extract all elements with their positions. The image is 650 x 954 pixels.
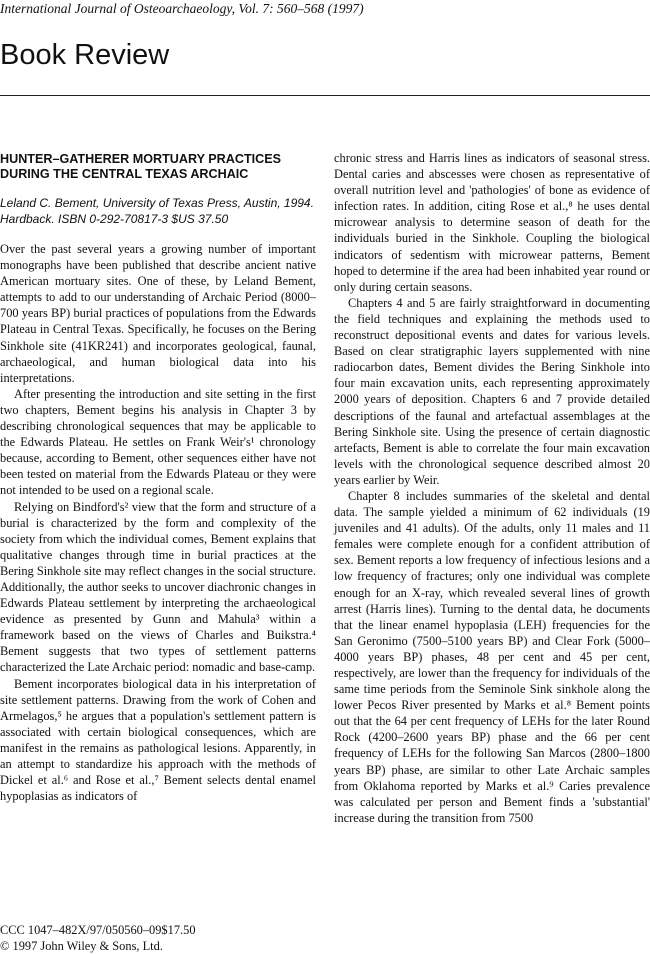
paragraph: Over the past several years a growing number of important monographs have been published that describe ancient native American mortuary sites. One of these, by Leland Bement, attempts to add to our understanding of Archaic Period (8000–700 years BP) burial practices of populations from the Edwards Plateau in Central Texas. Specifically, he focuses on the Bering Sinkhole site (41KR241) and incorporates geological, faunal, archaeological, and human biological data into his interpretations. (0, 242, 316, 385)
paragraph: Relying on Bindford's² view that the form and structure of a burial is characterized by the form and complexity of the society from which the individual comes, Bement explains that qualitative changes through time in burial practices at the Bering Sinkhole site may reflect changes in the social structure. Additionally, the author seeks to uncover diachronic changes in Edwards Plateau settlement by interpreting the archaeological evidence as presented by Gunn and Mahula³ within a framework based on the views of Charles and Buikstra.⁴ Bement suggests that two types of settlement patterns characterized the Late Archaic period: nomadic and base-camp. (0, 499, 316, 675)
paragraph: Chapter 8 includes summaries of the skeletal and dental data. The sample yielded a minimum of 62 individuals (19 juveniles and 41 adults). Of the adults, only 11 males and 11 females were complete enough for a confident attribution of sex. Bement reports a low frequency of infectious lesions and a low frequency of fractures; only one individual was complete enough for an X-ray, which revealed several lines of growth arrest (Harris lines). Turning to the dental data, he documents that the linear enamel hypoplasia (LEH) frequencies for the San Geronimo (7500–5100 years BP) and Clear Fork (5000–4000 years BP) phases, 48 per cent and 45 per cent, respectively, are lower than the frequency for individuals of the same time periods from the Seminole Sink sinkhole along the lower Pecos River presented by Marks et al.⁸ Bement points out that the 64 per cent frequency of LEHs for the later Round Rock (4200–2600 years BP) phase and the 66 per cent frequency of LEHs for the following San Marcos (2800–1800 years BP) phase, are similar to other Late Archaic samples from Oklahoma reported by Marks et al.⁹ Caries prevalence was calculated per person and Bement finds a 'substantial' increase during the transition from 7500 (334, 488, 650, 825)
review-title: HUNTER–GATHERER MORTUARY PRACTICES DURING THE CENTRAL TEXAS ARCHAIC (0, 152, 282, 181)
header-rule (0, 95, 650, 96)
paragraph: Chapters 4 and 5 are fairly straightforward in documenting the field techniques and explaining the methods used to reconstruct depositional events and dates for various levels. Based on clear stratigraphic layers supplemented with nine radiocarbon dates, Bement divides the Bering Sinkhole into four main excavation units, each representing approximately 2000 years of deposition. Chapters 6 and 7 provide detailed descriptions of the faunal and artefactual assemblages at the Bering Sinkhole site. Using the presence of certain diagnostic artefacts, Bement is able to correlate the four main excavation levels with the chronological sequence described almost 20 years earlier by Weir. (334, 295, 650, 487)
left-column (0, 150, 316, 804)
paragraph: Bement incorporates biological data in his interpretation of site settlement patterns. Drawing from the work of Cohen and Armelagos,⁵ he argues that a population's settlement pattern is associated with certain biological consequences, which are manifest in the remains as pathological lesions. Apparently, in an attempt to standardize his approach with the methods of Dickel et al.⁶ and Rose et al.,⁷ Bement selects dental enamel hypoplasias as indicators of (0, 676, 316, 804)
running-head: International Journal of Osteoarchaeology, Vol. 7: 560–568 (1997) (0, 1, 364, 16)
section-title: Book Review (0, 39, 170, 71)
copyright-line: © 1997 John Wiley & Sons, Ltd. (0, 939, 163, 953)
ccc-code: CCC 1047–482X/97/050560–09$17.50 (0, 923, 196, 937)
right-column (334, 150, 650, 826)
book-citation: Leland C. Bement, University of Texas Press, Austin, 1994. Hardback. ISBN 0-292-70817-3 $US 37.50 (0, 196, 314, 226)
paragraph: After presenting the introduction and site setting in the first two chapters, Bement begins his analysis in Chapter 3 by describing chronological sequences that may be applicable to the Edwards Plateau. He settles on Frank Weir's¹ chronology because, according to Bement, other sequences either have not been tested on material from the Edwards Plateau or they were not intended to be used on a regional scale. (0, 386, 316, 498)
paragraph: chronic stress and Harris lines as indicators of seasonal stress. Dental caries and abscesses were chosen as representative of overall nutrition level and 'pathologies' of bone as evidence of infection rates. In addition, citing Rose et al.,⁸ he uses dental microwear analysis to determine season of death for the individuals buried in the Sinkhole. Coupling the biological indicators of sedentism with microwear patterns, Bement hoped to determine if the area had been inhabited year round or only during certain seasons. (334, 151, 650, 294)
copyright-footer (0, 922, 196, 954)
